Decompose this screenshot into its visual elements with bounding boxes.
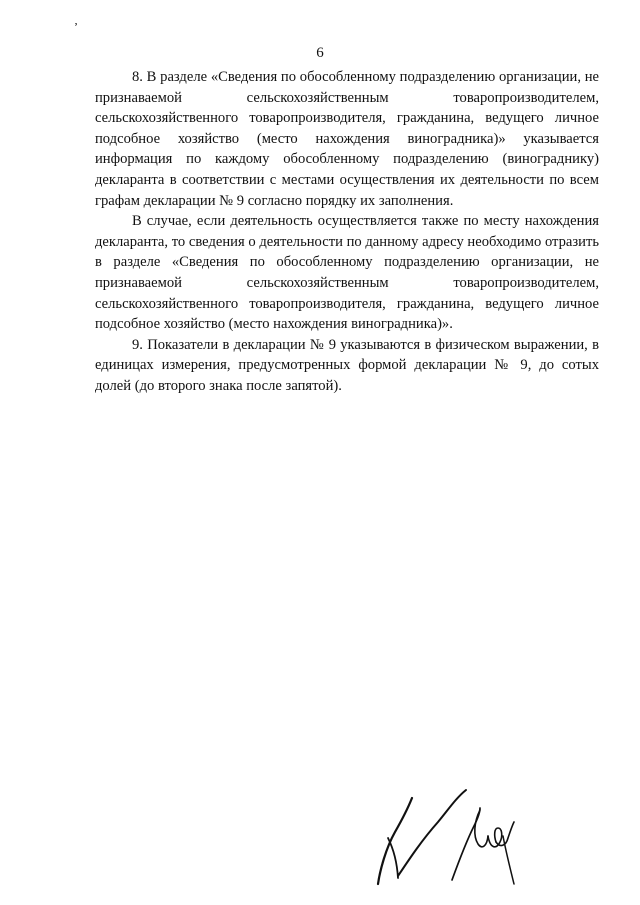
paragraph-8: 8. В разделе «Сведения по обособленному подразделению организации, не признаваемой сельскохозяйственным товаропроизводителем, сельскохозяйственного товаропроизводителя, гражданина, ведущего личное подсобное хозяйство (место нахождения виноградника)» указывается информация по каждому обособленному подразделению (винограднику) декларанта в соответствии с местами осуществления их деятельности по всем графам декларации № 9 согласно порядку их заполнения. (95, 69, 599, 209)
page-number: 6 (316, 45, 324, 61)
signature-icon (370, 788, 520, 888)
paragraph-8-continuation: В случае, если деятельность осуществляется также по месту нахождения декларанта, то сведения о деятельности по данному адресу необходимо отразить в разделе «Сведения по обособленному подразделению организации, не признаваемой сельскохозяйственным товаропроизводителем, сельскохозяйственного товаропроизводителя, гражданина, ведущего личное подсобное хозяйство (место нахождения виноградника)». (95, 213, 599, 333)
document-body (95, 67, 599, 397)
paragraph-9: 9. Показатели в декларации № 9 указываются в физическом выражении, в единицах измерения, предусмотренных формой декларации № 9, до сотых долей (до второго знака после запятой). (95, 336, 599, 394)
corner-mark: ‚ (74, 13, 78, 27)
